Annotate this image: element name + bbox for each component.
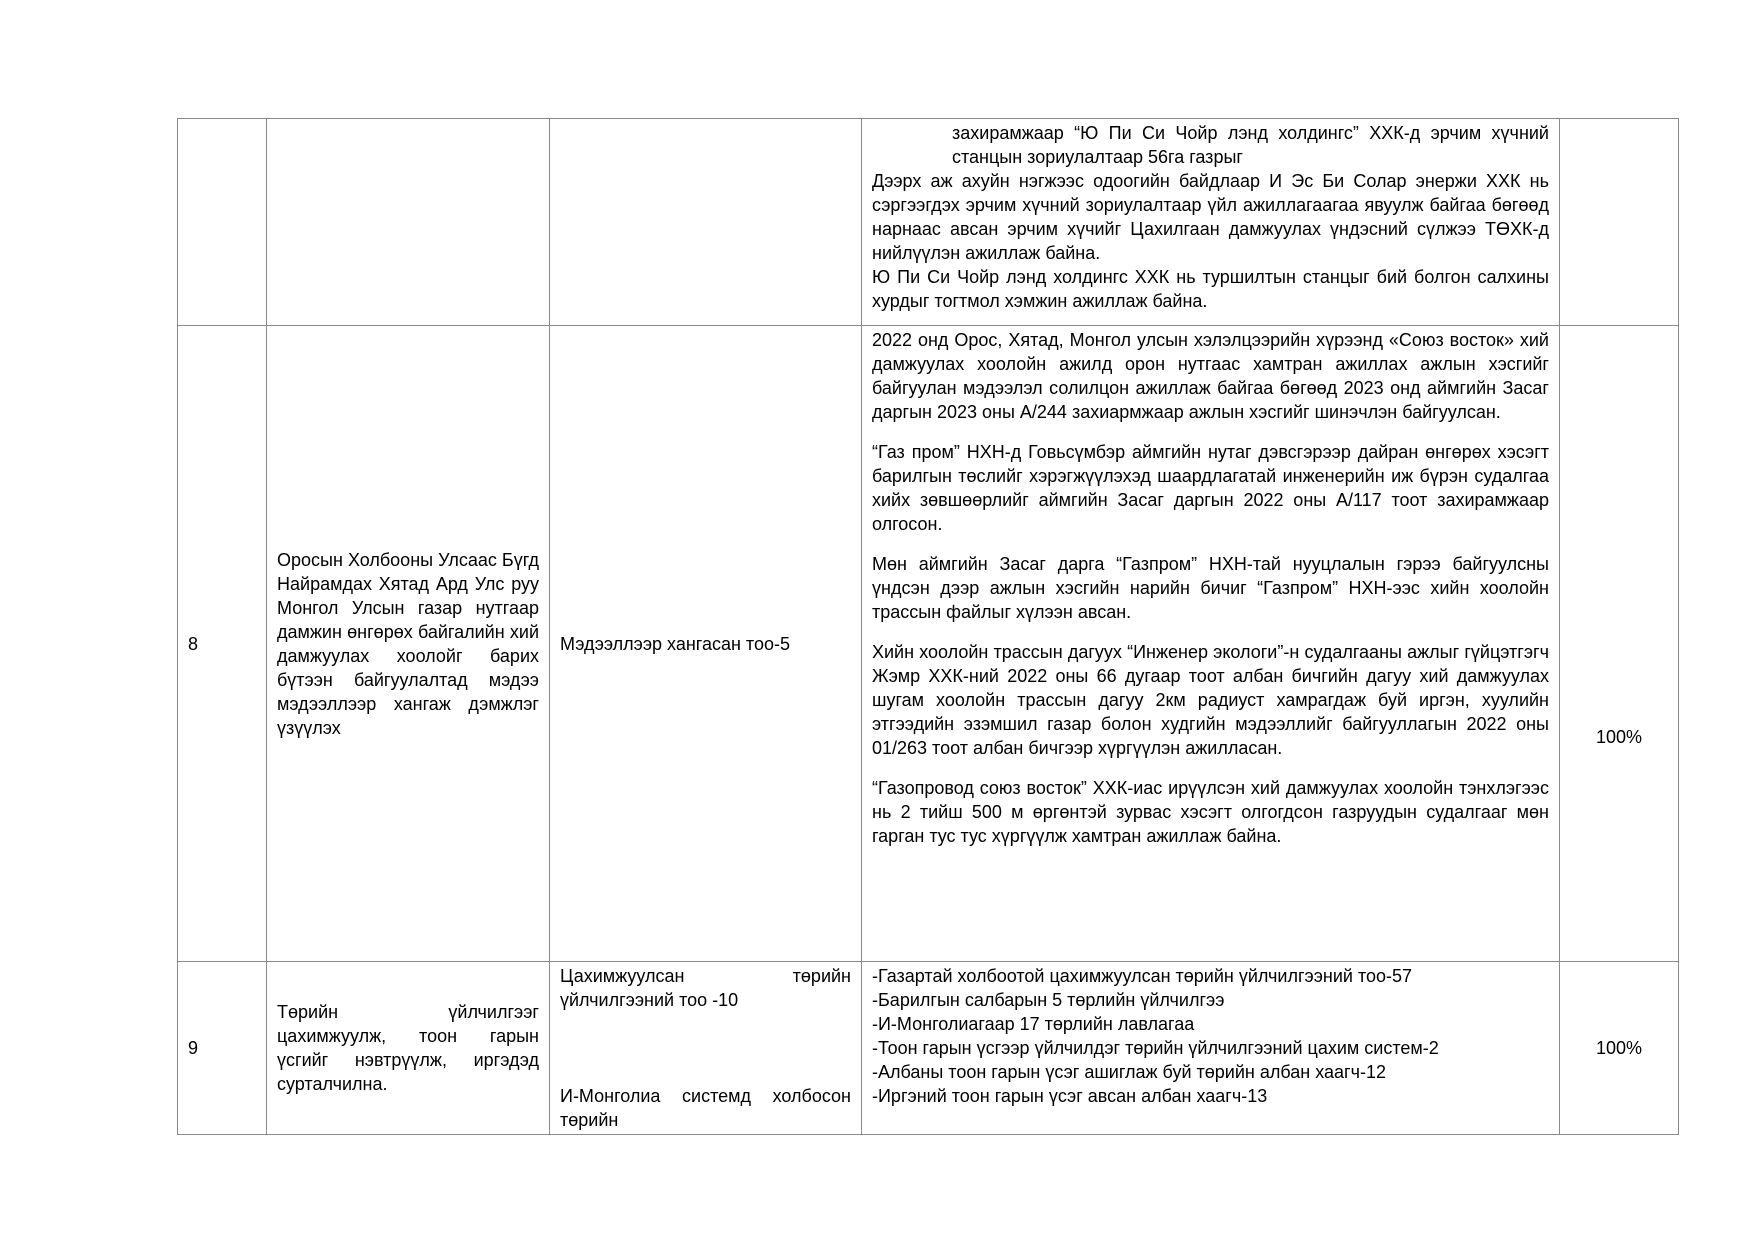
row-number-cell [178, 119, 267, 326]
indicator-spacer [560, 1012, 851, 1084]
goal-cell [267, 119, 550, 326]
indicator-cell: Мэдээллээр хангасан тоо-5 [550, 326, 862, 962]
progress-paragraph: “Газопровод союз восток” ХХК-иас ирүүлсэн хий дамжуулах хоолойн тэнхлэгээс нь 2 тийш 500 м өргөнтэй зурвас хэсэгт олгогдсон газруудын судалгааг мөн гарган тус тус хүргүүлж хамтран ажиллаж байна. [872, 778, 1549, 846]
indicator-cell [550, 119, 862, 326]
goal-cell: Оросын Холбооны Улсаас Бүгд Найрамдах Хятад Ард Улс руу Монгол Улсын газар нутгаар дамжин өнгөрөх байгалийн хий дамжуулах хоолойг барих бүтээн байгуулалтад мэдээ мэдээллээр хангаж дэмжлэг үзүүлэх [267, 326, 550, 962]
progress-line: -И-Монголиагаар 17 төрлийн лавлагаа [872, 1014, 1195, 1034]
progress-paragraph: 2022 онд Орос, Хятад, Монгол улсын хэлэлцээрийн хүрээнд «Союз восток» хий дамжуулах хоолойн ажилд орон нутгаас хамтран ажиллах ажлын хэсгийг байгуулан мэдээлэл солилцон ажиллаж байгаа бөгөөд 2023 онд аймгийн Засаг даргын 2023 оны А/244 захиармжаар ажлын хэсгийг шинэчлэн байгуулсан. [872, 330, 1549, 422]
progress-line: -Иргэний тоон гарын үсэг авсан албан хаагч-13 [872, 1086, 1268, 1106]
progress-cell [862, 326, 1560, 962]
percent-cell: 100% [1560, 326, 1679, 962]
progress-cell [862, 962, 1560, 1135]
progress-line: -Газартай холбоотой цахимжуулсан төрийн үйлчилгээний тоо-57 [872, 966, 1413, 986]
indicator-cell [550, 962, 862, 1135]
progress-line: -Барилгын салбарын 5 төрлийн үйлчилгээ [872, 990, 1225, 1010]
progress-cell [862, 119, 1560, 326]
table-row [178, 119, 1679, 326]
percent-cell [1560, 119, 1679, 326]
progress-paragraph: Хийн хоолойн трассын дагуух “Инженер экологи”-н судалгааны ажлыг гүйцэтгэгч Жэмр ХХК-ний 2022 оны 66 дугаар тоот албан бичгийн дагуу хий дамжуулах шугам хоолойн трассын дагуу 2км радиуст хамрагдаж буй иргэн, хуулийн этгээдийн эзэмшил газар болон худгийн мэдээллийг байгууллагын 2022 оны 01/263 тоот албан бичгээр хүргүүлэн ажилласан. [872, 642, 1549, 758]
table-row [178, 326, 1679, 962]
row-number-cell: 8 [178, 326, 267, 962]
indicator-text: И-Монголиа системд холбосон төрийн [560, 1086, 851, 1130]
percent-cell: 100% [1560, 962, 1679, 1135]
indicator-text: Цахимжуулсан төрийн үйлчилгээний тоо -10 [560, 966, 851, 1010]
goal-cell: Төрийн үйлчилгээг цахимжуулж, тоон гарын үсгийг нэвтрүүлж, иргэдэд сурталчилна. [267, 962, 550, 1135]
row-number-cell: 9 [178, 962, 267, 1135]
progress-line: -Албаны тоон гарын үсэг ашиглаж буй төрийн албан хаагч-12 [872, 1062, 1386, 1082]
table-row [178, 962, 1679, 1135]
progress-paragraph: “Газ пром” НХН-д Говьсүмбэр аймгийн нутаг дэвсгэрээр дайран өнгөрөх хэсэгт барилгын төслийг хэрэгжүүлэхэд шаардлагатай инженерийн иж бүрэн судалгаа хийх зөвшөөрлийг аймгийн Засаг даргын 2022 оны А/117 тоот захирамжаар олгосон. [872, 442, 1549, 534]
report-table [177, 118, 1679, 1135]
progress-paragraph: Ю Пи Си Чойр лэнд холдингс ХХК нь туршилтын станцыг бий болгон салхины хурдыг тогтмол хэмжин ажиллаж байна. [872, 267, 1549, 311]
progress-paragraph: Мөн аймгийн Засаг дарга “Газпром” НХН-тай нууцлалын гэрээ байгуулсны үндсэн дээр ажлын хэсгийн нарийн бичиг “Газпром” НХН-ээс хийн хоолойн трассын файлыг хүлээн авсан. [872, 554, 1549, 622]
progress-paragraph: захирамжаар “Ю Пи Си Чойр лэнд холдингс” ХХК-д эрчим хүчний станцын зориулалтаар 56га газрыг [952, 123, 1549, 167]
progress-paragraph: Дээрх аж ахуйн нэгжээс одоогийн байдлаар И Эс Би Солар энержи ХХК нь сэргээгдэх эрчим хүчний зориулалтаар үйл ажиллагаагаа явуулж байгаа бөгөөд нарнаас авсан эрчим хүчийг Цахилгаан дамжуулах үндэсний сүлжээ ТӨХК-д нийлүүлэн ажиллаж байна. [872, 171, 1549, 263]
progress-line: -Тоон гарын үсгээр үйлчилдэг төрийн үйлчилгээний цахим систем-2 [872, 1038, 1439, 1058]
